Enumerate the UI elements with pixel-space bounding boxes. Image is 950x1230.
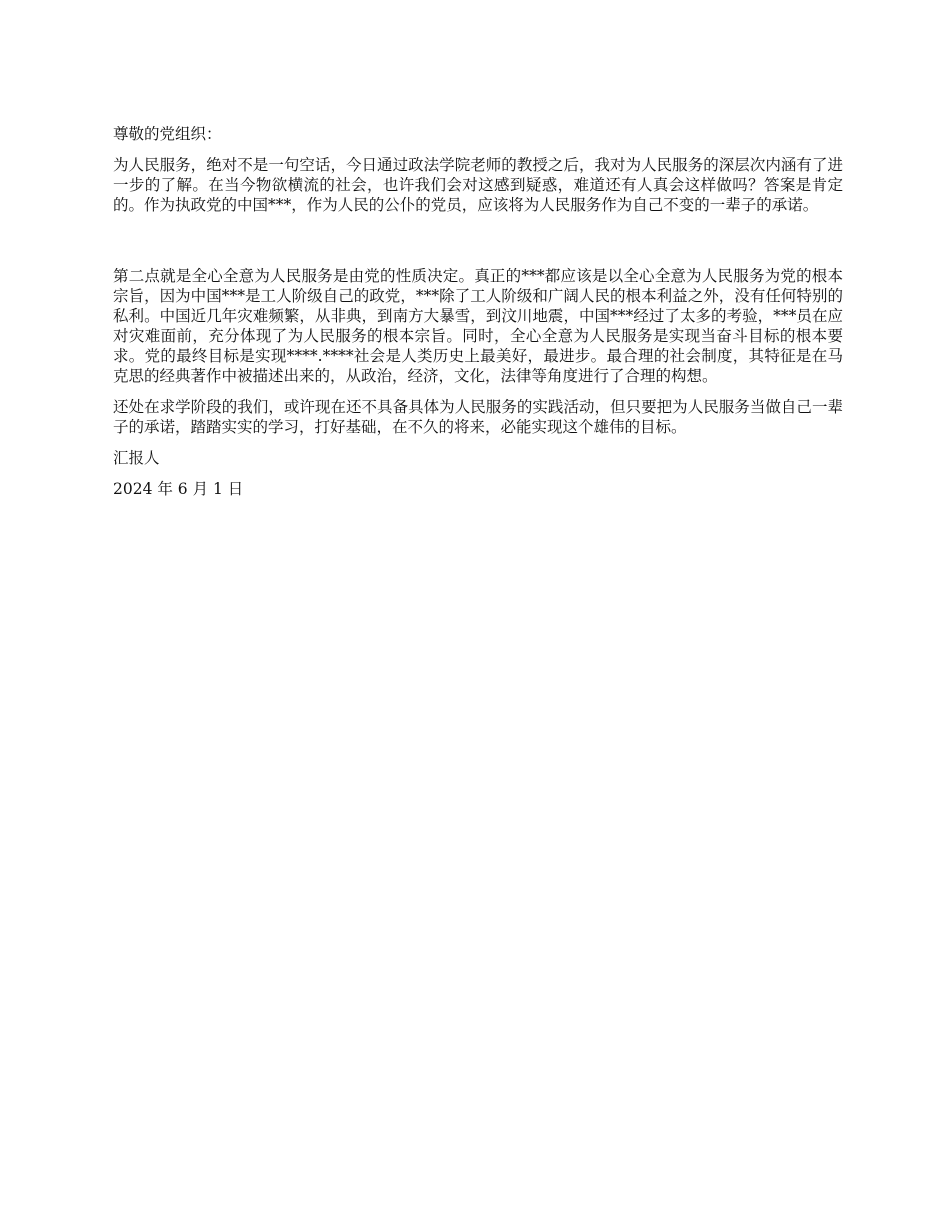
document-body [113, 124, 843, 510]
signature: 汇报人 [113, 449, 160, 467]
salutation: 尊敬的党组织： [113, 125, 222, 143]
paragraph-2: 第二点就是全心全意为人民服务是由党的性质决定。真正的***都应该是以全心全意为人民服务为党的根本宗旨，因为中国***是工人阶级自己的政党，***除了工人阶级和广阔人民的根本利益之外，没有任何特别的私利。中国近几年灾难频繁，从非典，到南方大暴雪，到汶川地震，中国***经过了太多的考验，***员在应对灾难面前，充分体现了为人民服务的根本宗旨。同时，全心全意为人民服务是实现当奋斗目标的根本要求。党的最终目标是实现****.****社会是人类历史上最美好，最进步。最合理的社会制度，其特征是在马克思的经典著作中被描述出来的，从政治，经济，文化，法律等角度进行了合理的构想。 [113, 267, 843, 385]
report-date: 2024 年 6 月 1 日 [113, 480, 244, 498]
blank-space [113, 226, 843, 266]
paragraph-3: 还处在求学阶段的我们，或许现在还不具备具体为人民服务的实践活动，但只要把为人民服务当做自己一辈子的承诺，踏踏实实的学习，打好基础，在不久的将来，必能实现这个雄伟的目标。 [113, 398, 843, 436]
paragraph-1: 为人民服务，绝对不是一句空话，今日通过政法学院老师的教授之后，我对为人民服务的深层次内涵有了进一步的了解。在当今物欲横流的社会，也许我们会对这感到疑惑，难道还有人真会这样做吗？答案是肯定的。作为执政党的中国***，作为人民的公仆的党员，应该将为人民服务作为自己不变的一辈子的承诺。 [113, 156, 843, 214]
